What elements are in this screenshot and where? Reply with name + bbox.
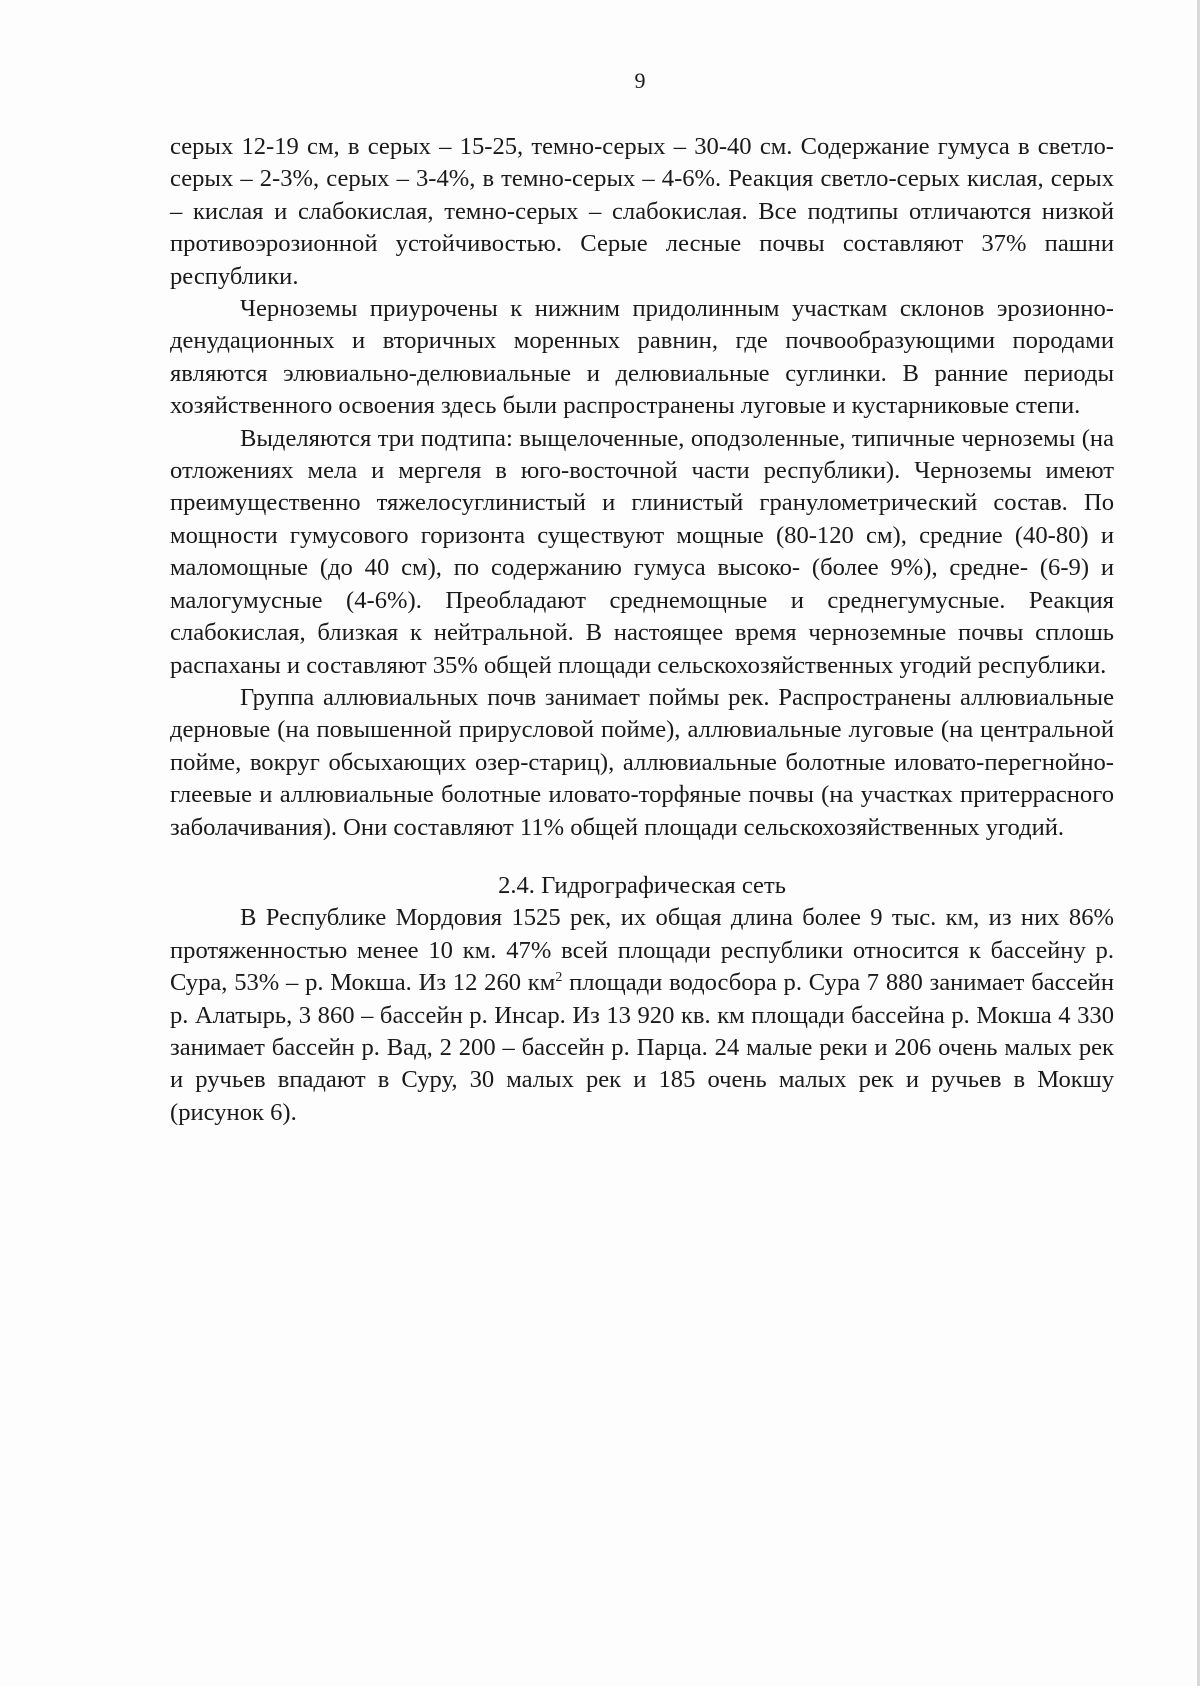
superscript-squared: 2 — [555, 969, 563, 985]
paragraph-chernozem-subtypes: Выделяются три подтипа: выщелоченные, оподзоленные, типичные черноземы (на отложениях мела и мергеля в юго-восточной части республики). Черноземы имеют преимущественно тяжелосуглинистый и глинистый гранулометрический состав. По мощности гумусового горизонта существуют мощные (80-120 см), средние (40-80) и маломощные (до 40 см), по содержанию гумуса высоко- (более 9%), средне- (6-9) и малогумусные (4-6%). Преобладают среднемощные и среднегумусные. Реакция слабокислая, близкая к нейтральной. В настоящее время черноземные почвы сплошь распаханы и составляют 35% общей площади сельскохозяйственных угодий республики. — [170, 424, 1114, 679]
paragraph-gray-soils: серых 12-19 см, в серых – 15-25, темно-серых – 30-40 см. Содержание гумуса в светло-серых – 2-3%, серых – 3-4%, в темно-серых – 4-6%. Реакция светло-серых кислая, серых – кислая и слабокислая, темно-серых – слабокислая. Все подтипы отличаются низкой противоэрозионной устойчивостью. Серые лесные почвы составляют 37% пашни республики. — [170, 133, 1114, 290]
hydrography-text-part-1: В Республике Мордовия 1525 рек, их общая длина более 9 тыс. км, из них 86% протяженностью менее 10 км. 47% всей площади республики относится к бассейну р. Сура, 53% – р. Мокша. Из 12 260 км — [170, 904, 1114, 997]
paragraph-alluvial-soils: Группа аллювиальных почв занимает поймы рек. Распространены аллювиальные дерновые (на повышенной прирусловой пойме), аллювиальные луговые (на центральной пойме, вокруг обсыхающих озер-стариц), аллювиальные болотные иловато-перегнойно-глеевые и аллювиальные болотные иловато-торфяные почвы (на участках притеррасного заболачивания). Они составляют 11% общей площади сельскохозяйственных угодий. — [170, 683, 1114, 841]
page-number: 9 — [634, 68, 646, 93]
body-text — [170, 131, 1114, 1129]
paragraph-chernozems: Черноземы приурочены к нижним придолинным участкам склонов эрозионно-денудационных и вторичных моренных равнин, где почвообразующими породами являются элювиально-делювиальные и делювиальные суглинки. В ранние периоды хозяйственного освоения здесь были распространены луговые и кустарниковые степи. — [170, 295, 1114, 420]
paragraph-hydrography — [170, 902, 1114, 1129]
hydrography-text-part-2: площади водосбора р. Сура 7 880 занимает бассейн р. Алатырь, 3 860 – бассейн р. Инсар. Из 13 920 кв. км площади бассейна р. Мокша 4 330 занимает бассейн р. Вад, 2 200 – бассейн р. Парца. 24 малые реки и 206 очень малых рек и ручьев впадают в Суру, 30 малых рек и 185 очень малых рек и ручьев в Мокшу (рисунок 6). — [170, 969, 1114, 1126]
section-heading: 2.4. Гидрографическая сеть — [498, 871, 786, 899]
